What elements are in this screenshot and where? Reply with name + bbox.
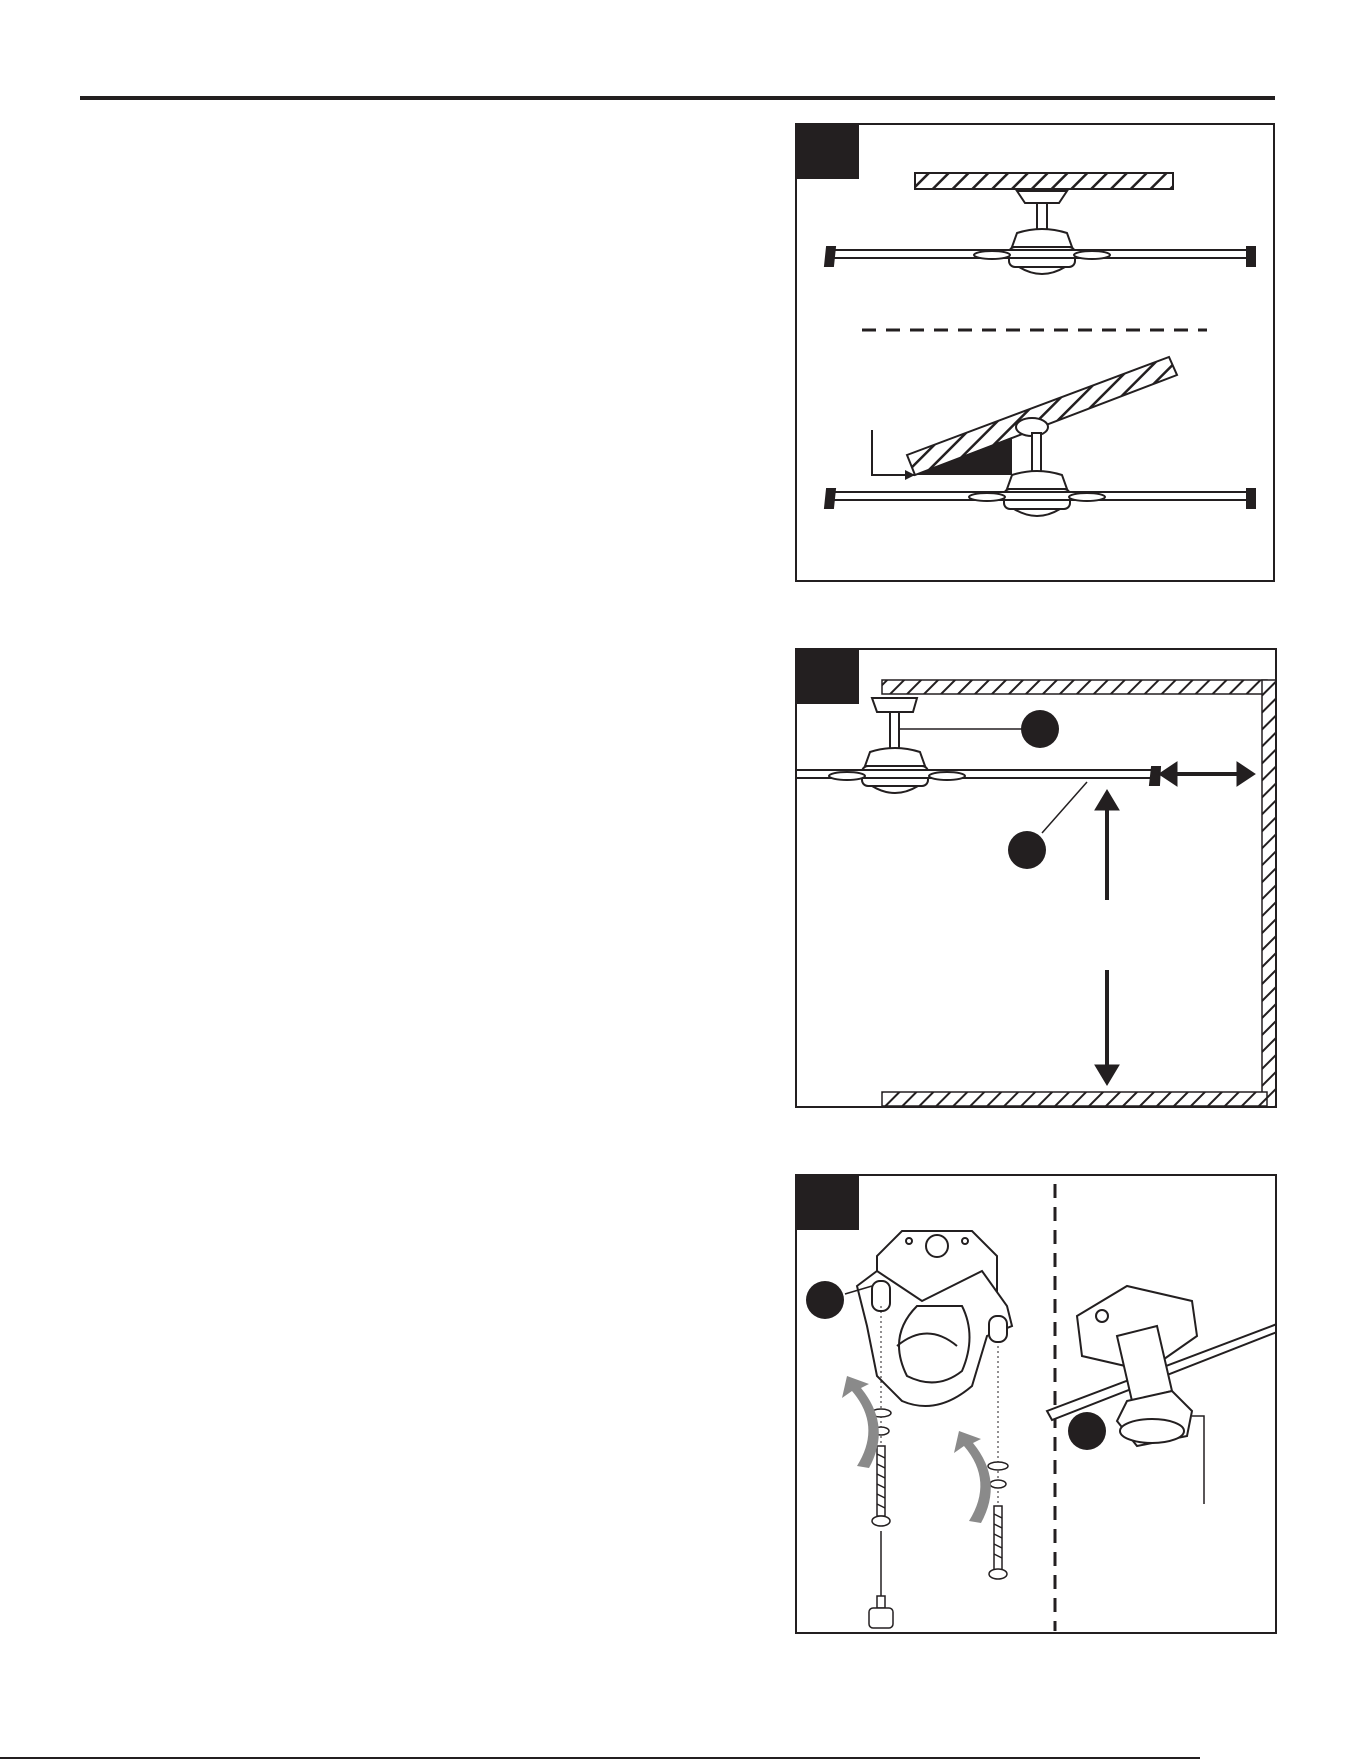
floor-clearance-arrow (1095, 790, 1119, 1085)
figure-2-illustration (797, 650, 1277, 1108)
fan (797, 698, 1160, 793)
screw-left (872, 1446, 890, 1526)
header-rule (80, 96, 1275, 100)
screwdriver-icon (869, 1531, 893, 1628)
callout-downrod-marker (1021, 710, 1059, 748)
ceiling (882, 680, 1267, 694)
wall (1262, 680, 1276, 1108)
floor (882, 1092, 1267, 1106)
figure-1-illustration (797, 125, 1275, 582)
figure-2-panel (795, 648, 1277, 1108)
rotate-arrow-right-icon (954, 1431, 991, 1523)
fan-flat-ceiling (825, 191, 1255, 274)
rotate-arrow-left-icon (842, 1376, 879, 1468)
figure-3-illustration (797, 1176, 1277, 1634)
callout-blade-marker (1008, 831, 1046, 869)
callout-installed-leader (1192, 1416, 1204, 1504)
callout-blade-leader (1042, 782, 1087, 833)
footer-rule (0, 1757, 1200, 1759)
callout-installed-marker (1068, 1412, 1106, 1450)
slope-angle-pointer (872, 430, 915, 475)
screw-right (989, 1506, 1007, 1579)
callout-bracket-marker (806, 1281, 844, 1319)
washers-right (988, 1462, 1008, 1488)
flat-ceiling (915, 173, 1173, 189)
figure-1-panel (795, 123, 1275, 582)
figure-3-panel (795, 1174, 1277, 1634)
fan-sloped-ceiling (825, 418, 1255, 516)
wall-clearance-arrow (1159, 762, 1255, 786)
